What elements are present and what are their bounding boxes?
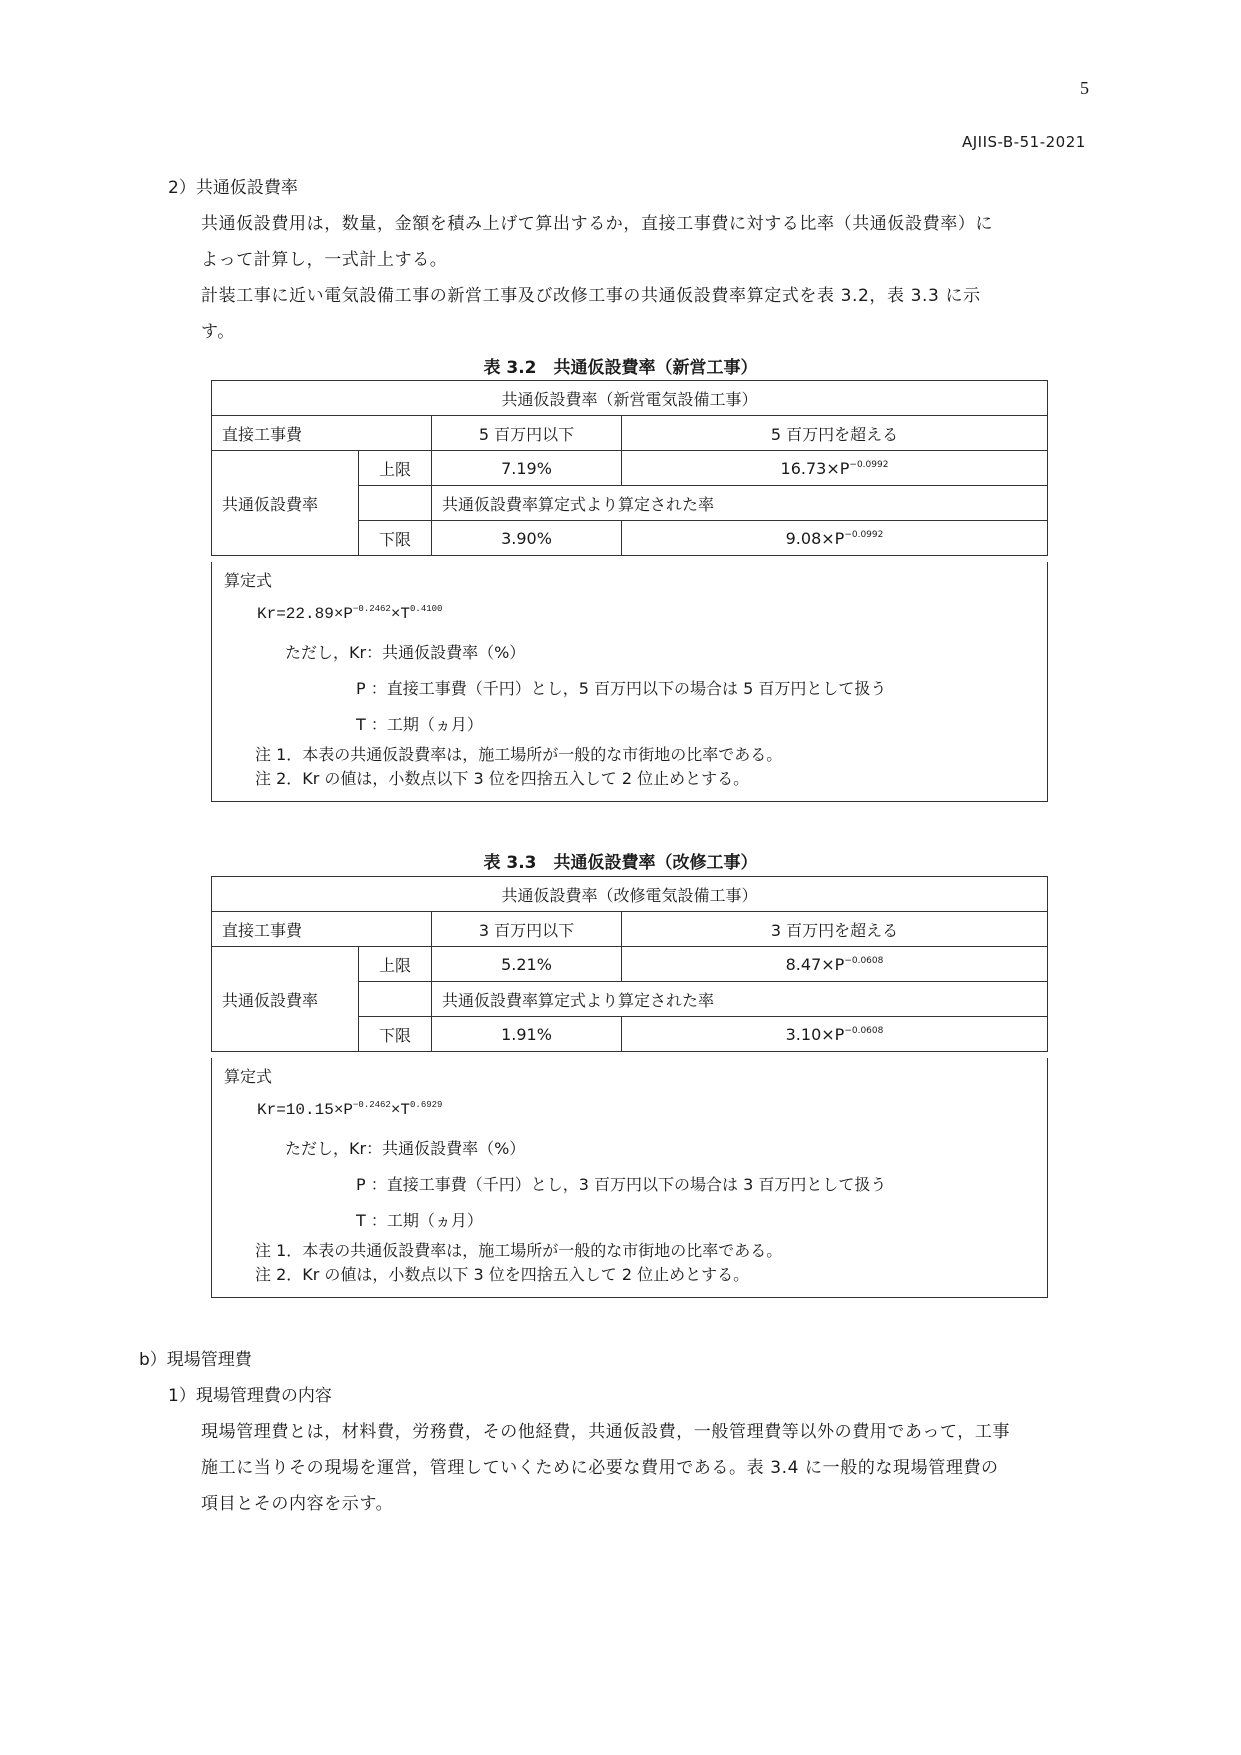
table-note: 注 1．本表の共通仮設費率は，施工場所が一般的な市街地の比率である。 [255,745,783,764]
col-header-low: 3 百万円以下 [432,912,622,947]
lower-high-formula: $9.08\times P^{-0.0992}$ [622,521,1048,556]
formula-where: ただし，Kr：共通仮設費率（%） [285,643,526,662]
mid-text: 共通仮設費率算定式より算定された率 [432,982,1048,1017]
table-caption: 表 3.2 共通仮設費率（新営工事） [483,358,758,378]
formula-box [211,562,1048,802]
lower-low-value: 1.91% [432,1017,622,1052]
rate-table-renovation [211,876,1048,1052]
formula-p-def: P ：直接工事費（千円）とし，3 百万円以下の場合は 3 百万円として扱う [356,1175,887,1194]
paragraph-line: 項目とその内容を示す。 [201,1494,394,1514]
document-id: AJIIS-B-51-2021 [962,133,1086,151]
lower-high-formula: $3.10\times P^{-0.0608}$ [622,1017,1048,1052]
table-caption: 表 3.3 共通仮設費率（改修工事） [483,853,758,873]
table-note: 注 2．Kr の値は，小数点以下 3 位を四捨五入して 2 位止めとする。 [255,1265,750,1284]
upper-high-formula: $16.73\times P^{-0.0992}$ [622,451,1048,486]
formula-p-def: P ：直接工事費（千円）とし，5 百万円以下の場合は 5 百万円として扱う [356,679,887,698]
paragraph-line: よって計算し，一式計上する。 [201,250,448,270]
rate-table-new [211,380,1048,556]
subsection-heading: 1）現場管理費の内容 [168,1386,332,1406]
paragraph-line: 共通仮設費用は，数量，金額を積み上げて算出するか，直接工事費に対する比率（共通仮設費率）に [201,214,993,234]
mid-text: 共通仮設費率算定式より算定された率 [432,486,1048,521]
formula-box [211,1058,1048,1298]
section-heading: 2）共通仮設費率 [168,178,298,198]
col-header-high: 5 百万円を超える [622,416,1048,451]
paragraph-line: 計装工事に近い電気設備工事の新営工事及び改修工事の共通仮設費率算定式を表 3.2，表 3.3 に示 [201,286,981,306]
row-label-direct-cost: 直接工事費 [212,912,432,947]
lower-label: 下限 [359,1017,432,1052]
upper-low-value: 7.19% [432,451,622,486]
lower-low-value: 3.90% [432,521,622,556]
upper-label: 上限 [359,947,432,982]
formula-t-def: T ：工期（ヵ月） [356,715,483,734]
table-note: 注 2．Kr の値は，小数点以下 3 位を四捨五入して 2 位止めとする。 [255,769,750,788]
formula-main: $Kr=22.89\times P^{-0.2462}\times T^{0.4100}$ [257,604,443,623]
lower-label: 下限 [359,521,432,556]
section-heading: b）現場管理費 [139,1350,252,1370]
formula-main: $Kr=10.15\times P^{-0.2462}\times T^{0.6929}$ [257,1100,443,1119]
upper-label: 上限 [359,451,432,486]
paragraph-line: 現場管理費とは，材料費，労務費，その他経費，共通仮設費，一般管理費等以外の費用であって，工事 [201,1422,1011,1442]
paragraph-line: 施工に当りその現場を運営，管理していくために必要な費用である。表 3.4 に一般的な現場管理費の [201,1458,999,1478]
table-title: 共通仮設費率（改修電気設備工事） [212,877,1048,912]
formula-t-def: T ：工期（ヵ月） [356,1211,483,1230]
page-number: 5 [1080,78,1089,98]
col-header-high: 3 百万円を超える [622,912,1048,947]
row-label-rate: 共通仮設費率 [212,947,359,1052]
table-note: 注 1．本表の共通仮設費率は，施工場所が一般的な市街地の比率である。 [255,1241,783,1260]
formula-label: 算定式 [224,571,273,590]
formula-where: ただし，Kr：共通仮設費率（%） [285,1139,526,1158]
upper-low-value: 5.21% [432,947,622,982]
formula-label: 算定式 [224,1067,273,1086]
row-label-direct-cost: 直接工事費 [212,416,432,451]
table-title: 共通仮設費率（新営電気設備工事） [212,381,1048,416]
paragraph-line: す。 [201,322,235,342]
upper-high-formula: $8.47\times P^{-0.0608}$ [622,947,1048,982]
col-header-low: 5 百万円以下 [432,416,622,451]
row-label-rate: 共通仮設費率 [212,451,359,556]
